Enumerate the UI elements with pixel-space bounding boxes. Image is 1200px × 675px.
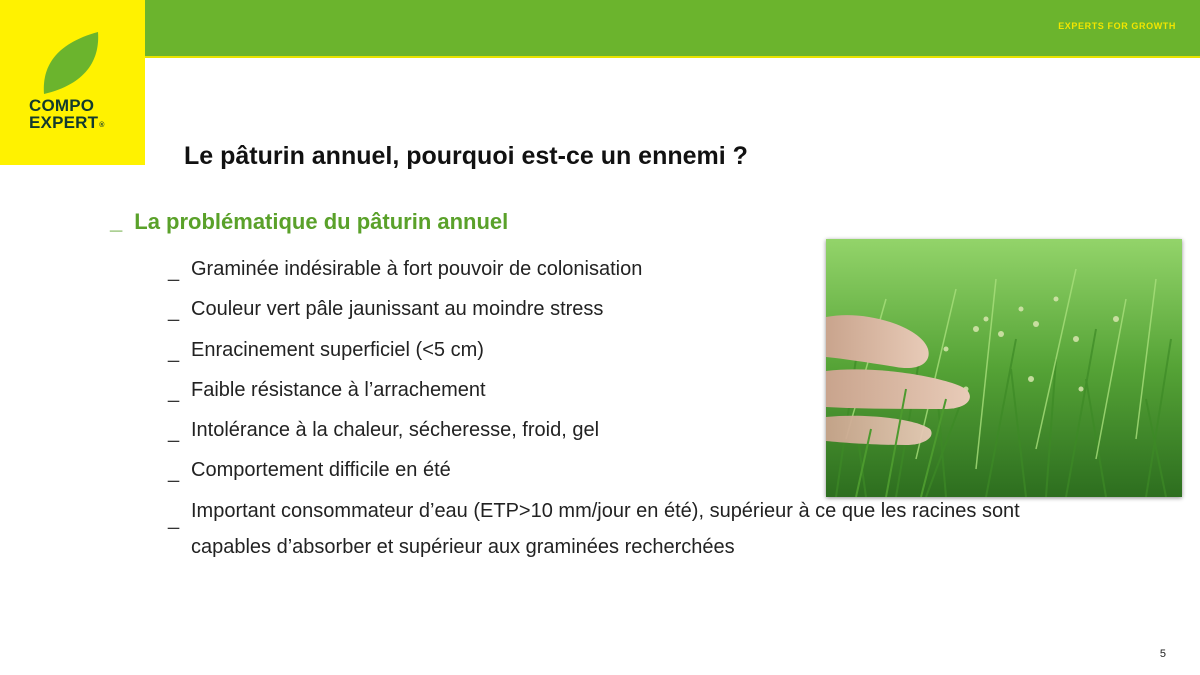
logo-text [29,97,105,134]
tagline: EXPERTS FOR GROWTH [1058,21,1176,31]
grass-illustration [826,239,1182,497]
section-heading [110,209,508,235]
slide-title: Le pâturin annuel, pourquoi est-ce un ennemi ? [184,142,748,170]
bullet-item: _ Graminée indésirable à fort pouvoir de colonisation [168,258,643,282]
bullet-item: _ Comportement difficile en été [168,459,451,484]
header-bar [145,0,1200,58]
bullet-item: _ Couleur vert pâle jaunissant au moindre stress [168,298,604,323]
section-heading-text: La problématique du pâturin annuel [134,209,509,234]
bullet-item: _ Faible résistance à l’arrachement [168,378,486,403]
hand-in-grass-photo [826,239,1182,497]
bullet-item: _ Intolérance à la chaleur, sécheresse, froid, gel [168,419,600,444]
logo-line-2: EXPERT® [29,113,105,132]
bullet-item: _ Enracinement superficiel (<5 cm) [168,338,484,363]
leaf-icon [40,30,102,96]
compo-expert-logo [0,0,145,165]
page-number: 5 [1159,648,1166,660]
bullet-item: _ Important consommateur d’eau (ETP>10 mm/jour en été), supérieur à ce que les racines sont capables d’absorber et supérieur aux graminées recherchées [168,499,1020,558]
section-dash: _ [110,209,123,234]
logo-line-1: COMPO [29,96,95,115]
